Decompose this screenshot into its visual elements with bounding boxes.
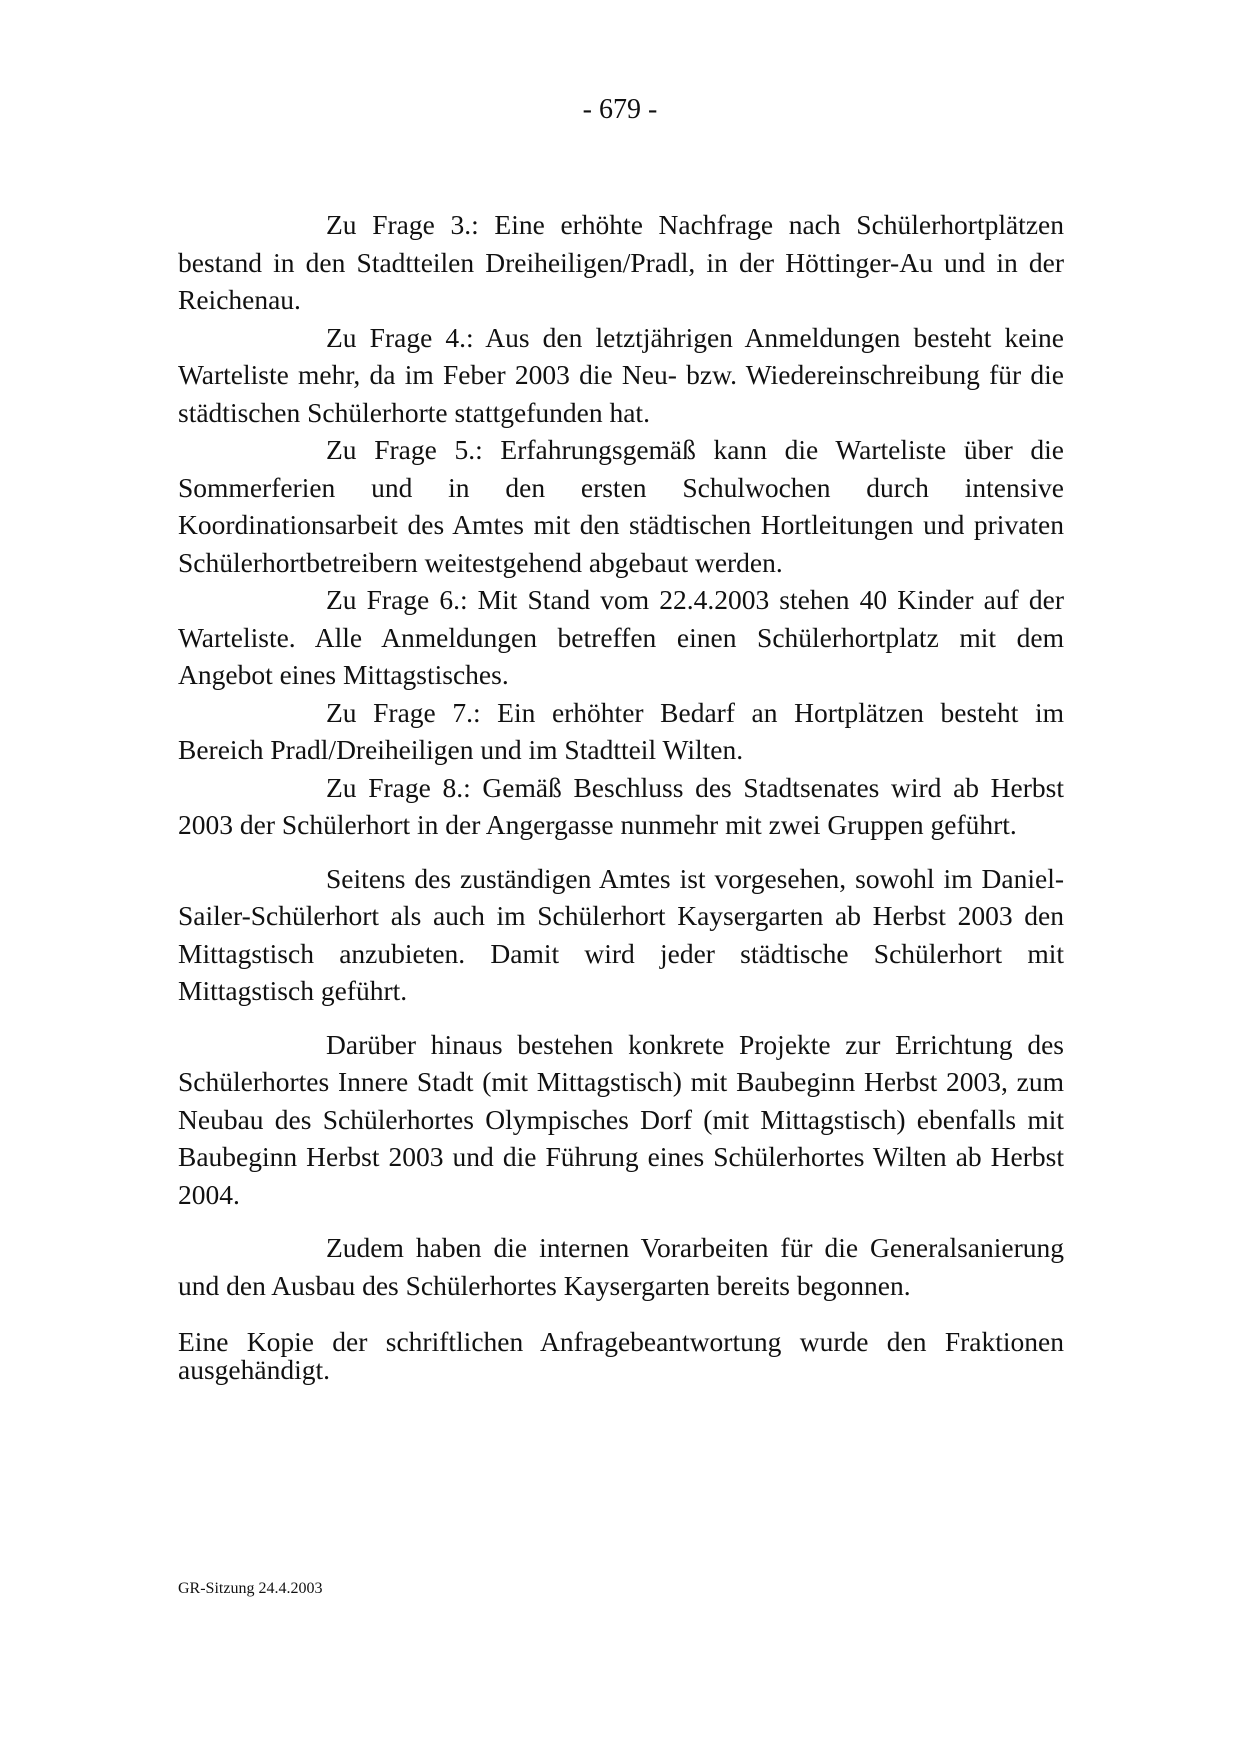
paragraph-renovation: Zudem haben die internen Vorarbeiten für die Generalsanierung und den Ausbau des Schülerhortes Kaysergarten bereits begonnen. — [178, 1232, 1064, 1301]
answer-question-6: Zu Frage 6.: Mit Stand vom 22.4.2003 stehen 40 Kinder auf der Warteliste. Alle Anmeldungen betreffen einen Schülerhortplatz mit dem Angebot eines Mittagstisches. — [178, 584, 1064, 690]
answer-question-5: Zu Frage 5.: Erfahrungsgemäß kann die Warteliste über die Sommerferien und in den ersten Schulwochen durch intensive Koordinationsarbeit des Amtes mit den städtischen Hortleitungen und privaten Schülerhortbetreibern weitestgehend abgebaut werden. — [178, 434, 1064, 578]
paragraph-projects: Darüber hinaus bestehen konkrete Projekte zur Errichtung des Schülerhortes Innere Stadt (mit Mittagstisch) mit Baubeginn Herbst 2003, zum Neubau des Schülerhortes Olympisches Dorf (mit Mittagstisch) ebenfalls mit Baubeginn Herbst 2003 und die Führung eines Schülerhortes Wilten ab Herbst 2004. — [178, 1028, 1064, 1210]
answer-question-3: Zu Frage 3.: Eine erhöhte Nachfrage nach Schülerhortplätzen bestand in den Stadtteilen Dreiheiligen/Pradl, in der Höttinger-Au und in der Reichenau. — [178, 209, 1064, 315]
footer-session: GR-Sitzung 24.4.2003 — [178, 1580, 323, 1597]
answer-question-4: Zu Frage 4.: Aus den letztjährigen Anmeldungen besteht keine Warteliste mehr, da im Feber 2003 die Neu- bzw. Wiedereinschreibung für die städtischen Schülerhorte stattgefunden hat. — [178, 321, 1064, 428]
answer-question-8: Zu Frage 8.: Gemäß Beschluss des Stadtsenates wird ab Herbst 2003 der Schülerhort in der Angergasse nunmehr mit zwei Gruppen geführt. — [178, 771, 1064, 840]
paragraph-mittagstisch: Seitens des zuständigen Amtes ist vorgesehen, sowohl im Daniel-Sailer-Schülerhort als auch im Schülerhort Kaysergarten ab Herbst 2003 den Mittagstisch anzubieten. Damit wird jeder städtische Schülerhort mit Mittagstisch geführt. — [178, 862, 1064, 1006]
answer-section — [178, 206, 1064, 1304]
answer-question-7: Zu Frage 7.: Ein erhöhter Bedarf an Hortplätzen besteht im Bereich Pradl/Dreiheiligen und im Stadtteil Wilten. — [178, 696, 1064, 765]
closing-note: Eine Kopie der schriftlichen Anfragebeantwortung wurde den Fraktionen ausgehändigt. — [178, 1326, 1064, 1385]
page-number: - 679 - — [582, 94, 658, 125]
